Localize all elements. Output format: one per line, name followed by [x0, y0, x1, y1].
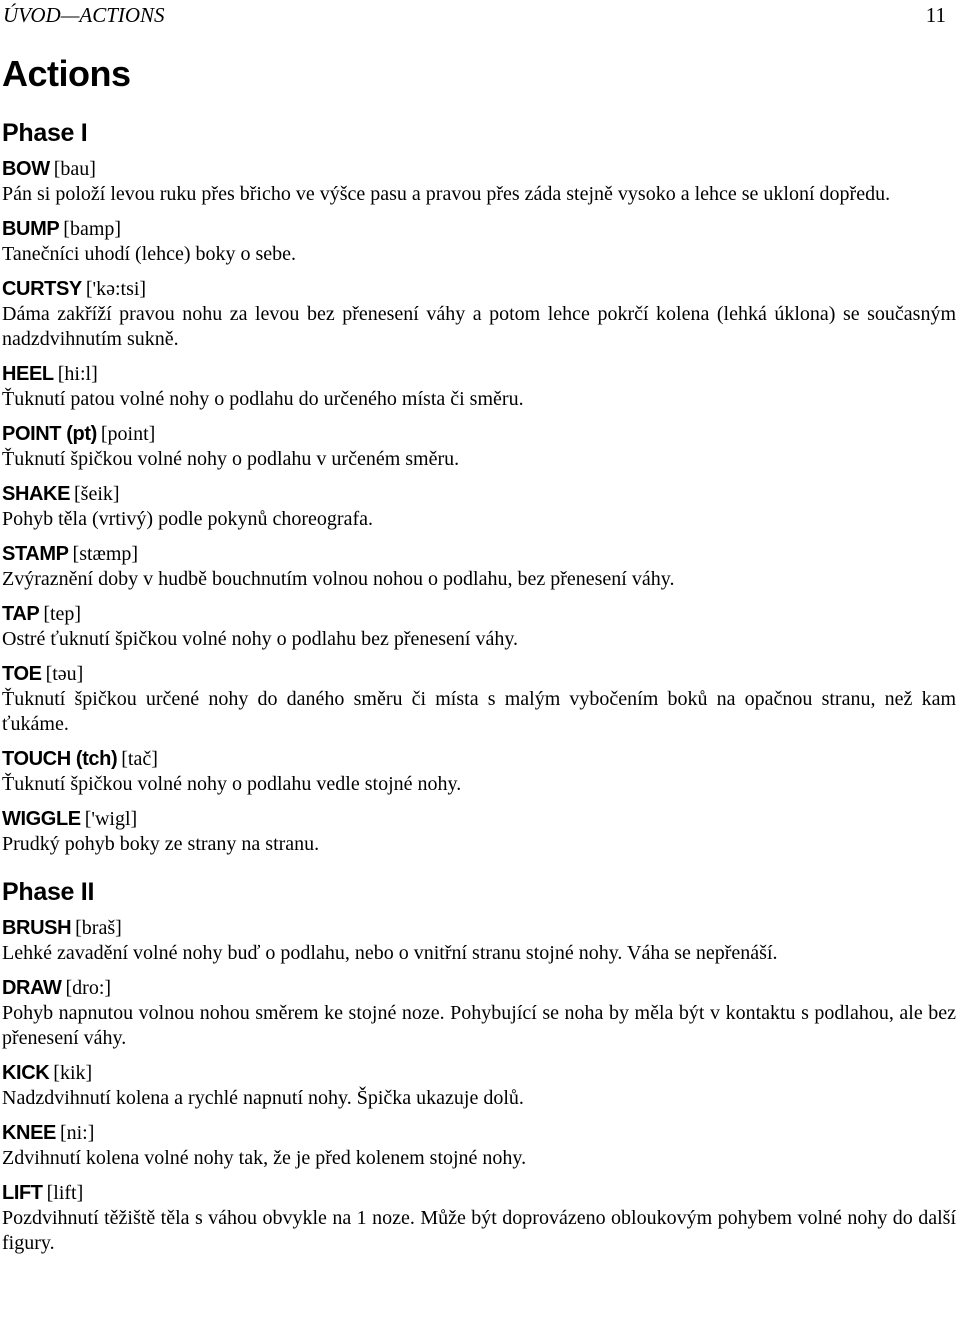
page-content — [2, 52, 956, 1265]
definition: Lehké zavadění volné nohy buď o podlahu, nebo o vnitřní stranu stojné nohy. Váha se nepřenáší. — [2, 942, 778, 964]
definition: Ťuknutí špičkou určené nohy do daného směru či místa s malým vybočením boků na opačnou stranu, než kam ťukáme. — [2, 688, 956, 735]
pronunciation: [ni:] — [59, 1122, 95, 1144]
pronunciation: [tep] — [43, 603, 82, 625]
definition: Zvýraznění doby v hudbě bouchnutím volnou nohou o podlahu, bez přenesení váhy. — [2, 568, 675, 590]
definition: Pozdvihnutí těžiště těla s váhou obvykle na 1 noze. Může být doprovázeno obloukovým pohybem volné nohy do další figury. — [2, 1207, 956, 1254]
term: KICK — [2, 1062, 50, 1084]
pronunciation: [hi:l] — [57, 363, 98, 385]
pronunciation: [bau] — [53, 158, 96, 180]
pronunciation: [tač] — [121, 748, 158, 770]
pronunciation: ['wigl] — [84, 808, 138, 830]
term: POINT (pt) — [2, 423, 97, 445]
pronunciation: [braš] — [75, 917, 122, 939]
pronunciation: [kik] — [53, 1062, 93, 1084]
entry-brush — [2, 915, 956, 966]
entry-tap — [2, 601, 956, 652]
definition: Dáma zakříží pravou nohu za levou bez přenesení váhy a potom lehce pokrčí kolena (lehká úklona) se současným nadzdvihnutím sukně. — [2, 303, 956, 350]
term: TOUCH (tch) — [2, 748, 118, 770]
definition: Ťuknutí patou volné nohy o podlahu do určeného místa či směru. — [2, 388, 524, 410]
term: DRAW — [2, 977, 62, 999]
pronunciation: [lift] — [46, 1182, 84, 1204]
term: LIFT — [2, 1182, 43, 1204]
entry-toe — [2, 661, 956, 737]
definition: Tanečníci uhodí (lehce) boky o sebe. — [2, 243, 297, 265]
pronunciation: [point] — [100, 423, 156, 445]
term: BUMP — [2, 218, 60, 240]
term: TAP — [2, 603, 40, 625]
definition: Pohyb těla (vrtivý) podle pokynů choreografa. — [2, 508, 374, 530]
entry-stamp — [2, 541, 956, 592]
section-title: Phase II — [2, 878, 95, 906]
entry-curtsy — [2, 276, 956, 352]
entry-touch — [2, 746, 956, 797]
term: HEEL — [2, 363, 54, 385]
entry-heel — [2, 361, 956, 412]
entry-lift — [2, 1180, 956, 1256]
pronunciation: [bamp] — [63, 218, 122, 240]
definition: Pán si položí levou ruku přes břicho ve výšce pasu a pravou přes záda stejně vysoko a lehce se ukloní dopředu. — [2, 183, 891, 205]
entry-wiggle — [2, 806, 956, 857]
entry-point — [2, 421, 956, 472]
section-phase-2 — [2, 877, 956, 1256]
entry-draw — [2, 975, 956, 1051]
definition: Nadzdvihnutí kolena a rychlé napnutí nohy. Špička ukazuje dolů. — [2, 1087, 524, 1109]
entry-knee — [2, 1120, 956, 1171]
term: CURTSY — [2, 278, 82, 300]
term: BRUSH — [2, 917, 72, 939]
pronunciation: [dro:] — [65, 977, 112, 999]
entry-bump — [2, 216, 956, 267]
page-title: Actions — [2, 53, 131, 94]
definition: Zdvihnutí kolena volné nohy tak, že je před kolenem stojné nohy. — [2, 1147, 527, 1169]
term: BOW — [2, 158, 50, 180]
definition: Prudký pohyb boky ze strany na stranu. — [2, 833, 320, 855]
term: TOE — [2, 663, 42, 685]
section-title: Phase I — [2, 119, 88, 147]
definition: Ťuknutí špičkou volné nohy o podlahu v určeném směru. — [2, 448, 460, 470]
term: WIGGLE — [2, 808, 81, 830]
entry-kick — [2, 1060, 956, 1111]
pronunciation: [stæmp] — [72, 543, 139, 565]
section-phase-1 — [2, 118, 956, 857]
definition: Ťuknutí špičkou volné nohy o podlahu vedle stojné nohy. — [2, 773, 462, 795]
pronunciation: ['kə:tsi] — [85, 278, 147, 300]
definition: Ostré ťuknutí špičkou volné nohy o podlahu bez přenesení váhy. — [2, 628, 519, 650]
definition: Pohyb napnutou volnou nohou směrem ke stojné noze. Pohybující se noha by měla být v kontaktu s podlahou, ale bez přenesení váhy. — [2, 1002, 956, 1049]
pronunciation: [šeik] — [74, 483, 120, 505]
term: SHAKE — [2, 483, 71, 505]
page-number: 11 — [925, 3, 946, 27]
entry-shake — [2, 481, 956, 532]
pronunciation: [təu] — [45, 663, 84, 685]
term: STAMP — [2, 543, 69, 565]
running-title: ÚVOD—ACTIONS — [3, 3, 165, 27]
term: KNEE — [2, 1122, 56, 1144]
entry-bow — [2, 156, 956, 207]
page-header — [3, 3, 946, 27]
